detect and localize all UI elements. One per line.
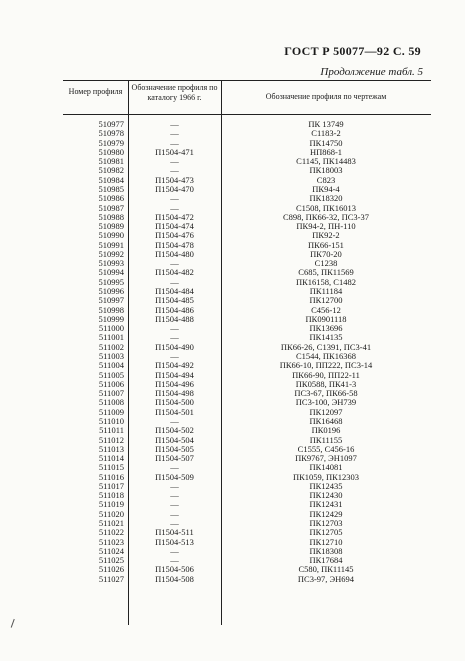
drawing-designation: ПК0588, ПК41-3 [295,378,357,389]
drawing-designation: ПК66-151 [308,239,344,250]
drawing-designation: С1238 [314,258,338,269]
catalog-designation: — [170,137,179,148]
profile-number: 511006 [98,378,124,389]
profile-number: 511012 [98,434,124,445]
profile-number: 510998 [98,304,124,315]
catalog-designation: — [170,128,179,139]
catalog-designation: — [170,480,179,491]
catalog-designation: — [170,332,179,343]
catalog-designation: П1504-511 [155,527,194,538]
profile-number: 511010 [98,415,124,426]
catalog-designation: П1504-480 [155,248,194,259]
catalog-designation: — [170,119,179,129]
profile-number: 510979 [98,137,124,148]
drawing-designation: ПК0901118 [305,313,347,324]
drawing-designation: ПК16158, С1482 [296,276,356,287]
catalog-designation: — [170,193,179,204]
catalog-designation: — [170,490,179,501]
drawing-designation: ПК17684 [309,555,343,566]
catalog-designation: П1504-486 [155,304,194,315]
drawing-designation: С456-12 [311,304,341,315]
catalog-designation: — [170,323,179,334]
drawing-designation: ПК14750 [309,137,343,148]
drawing-designation: С1508, ПК16013 [296,202,356,213]
profile-number: 510977 [98,119,124,129]
table-continuation-label: Продолжение табл. 5 [320,66,423,78]
profile-number: 511015 [98,462,124,473]
drawing-designation: ПК92-2 [312,230,340,241]
profile-number: 511025 [98,555,124,566]
catalog-designation: — [170,202,179,213]
profile-number: 510996 [98,286,124,297]
drawing-designation: С1183-2 [311,128,341,139]
catalog-designation: — [170,508,179,519]
drawing-designation: ПК11155 [309,434,343,445]
drawing-designation: С580, ПК11145 [298,564,354,575]
profile-number: 511026 [98,564,124,575]
drawing-designation: С1555, С456-16 [297,443,355,454]
table-row [63,575,431,584]
catalog-designation: — [170,555,179,566]
drawing-designation: ПК11184 [309,286,343,297]
catalog-designation: П1504-506 [155,564,194,575]
catalog-designation: П1504-473 [155,174,194,185]
catalog-designation: П1504-484 [155,286,194,297]
catalog-designation: П1504-505 [155,443,194,454]
drawing-designation: С1145, ПК14483 [296,156,356,167]
profile-number: 510989 [98,221,124,232]
drawing-designation: ПК0196 [311,425,341,436]
drawing-designation: ПК14135 [309,332,343,343]
profile-number: 511024 [98,545,124,556]
drawing-designation: ПК66-90, ПП22-11 [292,369,360,380]
profile-number: 511022 [98,527,124,538]
drawing-designation: ПК9767, ЭН1097 [295,453,357,464]
catalog-designation: — [170,258,179,269]
drawing-designation: ПК12703 [309,518,343,529]
drawing-designation: С685, ПК11569 [298,267,354,278]
drawing-designation: ПК18320 [309,193,343,204]
catalog-designation: — [170,276,179,287]
profile-number: 511007 [98,388,124,399]
catalog-designation: П1504-508 [155,573,194,584]
profile-number: 510984 [98,174,124,185]
profile-number: 510981 [98,156,124,167]
profile-number: 511017 [98,480,124,491]
catalog-designation: — [170,462,179,473]
profile-number: 511003 [98,351,124,361]
catalog-designation: П1504-490 [155,341,194,352]
profile-number: 510990 [98,230,124,241]
profile-number: 510985 [98,183,124,194]
drawing-designation: ПК 13749 [308,119,344,129]
profile-number: 511016 [98,471,124,482]
drawing-designation: С898, ПК66-32, ПС3-37 [283,211,369,222]
catalog-designation: — [170,415,179,426]
catalog-designation: П1504-471 [155,146,194,157]
drawing-designation: ПК66-26, С1391, ПС3-41 [280,341,372,352]
drawing-designation: ПК18308 [309,545,343,556]
drawing-designation: ПК12700 [309,295,343,306]
catalog-designation: — [170,545,179,556]
profile-number: 511018 [98,490,124,501]
catalog-designation: П1504-509 [155,471,194,482]
catalog-designation: П1504-504 [155,434,194,445]
profile-number: 510978 [98,128,124,139]
drawing-designation: С823 [316,174,336,185]
catalog-designation: — [170,499,179,510]
drawing-designation: ПК70-20 [310,248,342,259]
drawing-designation: ПК14081 [309,462,343,473]
drawing-designation: ПК12435 [309,480,343,491]
column-header-catalog: Обозначение профиля по каталогу 1966 г. [131,83,218,102]
catalog-designation: П1504-476 [155,230,194,241]
profile-number: 511019 [98,499,124,510]
drawing-designation: ПС3-67, ПК66-58 [294,388,358,399]
catalog-designation: П1504-501 [155,406,194,417]
profile-number: 510986 [98,193,124,204]
profile-number: 510982 [98,165,124,176]
profile-number: 511000 [98,323,124,334]
drawing-designation: ПК12431 [309,499,343,510]
catalog-designation: П1504-488 [155,313,194,324]
drawing-designation: ПК13696 [309,323,343,334]
catalog-designation: П1504-492 [155,360,194,371]
drawing-designation: ПК12705 [309,527,343,538]
profile-number: 510999 [98,313,124,324]
catalog-designation: П1504-507 [155,453,194,464]
drawing-designation: НП868-1 [309,146,343,157]
catalog-designation: П1504-485 [155,295,194,306]
profile-number: 511023 [98,536,124,547]
profile-number: 511009 [98,406,124,417]
profile-number: 511005 [98,369,124,380]
drawing-designation: ПК12430 [309,490,343,501]
catalog-designation: П1504-500 [155,397,194,408]
profile-number: 511004 [98,360,124,371]
profile-number: 510994 [98,267,124,278]
catalog-designation: П1504-502 [155,425,194,436]
profile-number: 511014 [98,453,124,464]
catalog-designation: П1504-513 [155,536,194,547]
profile-number: 511013 [98,443,124,454]
drawing-designation: ПК1059, ПК12303 [292,471,360,482]
catalog-designation: П1504-482 [155,267,194,278]
catalog-designation: П1504-472 [155,211,194,222]
table-header-rule [63,114,431,115]
profile-number: 511020 [98,508,124,519]
drawing-designation: ПК12429 [309,508,343,519]
drawing-designation: ПК18003 [309,165,343,176]
catalog-designation: — [170,165,179,176]
catalog-designation: П1504-496 [155,378,194,389]
drawing-designation: ПС3-100, ЭН739 [295,397,357,408]
catalog-designation: — [170,518,179,529]
profile-number: 511027 [98,573,124,584]
column-header-drawing: Обозначение профиля по чертежам [265,92,387,101]
profile-number: 510993 [98,258,124,269]
drawing-designation: ПК12710 [309,536,343,547]
catalog-designation: — [170,156,179,167]
profile-number: 511021 [98,518,124,529]
drawing-designation: ПК94-4 [312,183,340,194]
drawing-designation: ПС3-97, ЭН694 [297,573,355,584]
table-top-rule [63,80,431,81]
catalog-designation: — [170,351,179,361]
profile-number: 510992 [98,248,124,259]
page-header: ГОСТ Р 50077—92 С. 59 [284,44,421,58]
catalog-designation: П1504-494 [155,369,194,380]
profile-number: 510995 [98,276,124,287]
column-header-number: Номер профиля [68,87,123,96]
drawing-designation: ПК12097 [309,406,343,417]
catalog-designation: П1504-478 [155,239,194,250]
profile-number: 510991 [98,239,124,250]
profile-number: 510987 [98,202,124,213]
margin-mark [11,619,22,630]
catalog-designation: П1504-498 [155,388,194,399]
profile-number: 511008 [98,397,124,408]
profile-number: 511001 [98,332,124,343]
drawing-designation: ПК66-10, ПП222, ПС3-14 [279,360,373,371]
profile-number: 511002 [98,341,124,352]
profile-number: 510997 [98,295,124,306]
profile-number: 510988 [98,211,124,222]
profile-number: 510980 [98,146,124,157]
drawing-designation: С1544, ПК16368 [296,351,356,361]
drawing-designation: ПК16468 [309,415,343,426]
catalog-designation: П1504-474 [155,221,194,232]
catalog-designation: П1504-470 [155,183,194,194]
drawing-designation: ПК94-2, ПН-110 [296,221,356,232]
profile-number: 511011 [99,425,124,436]
